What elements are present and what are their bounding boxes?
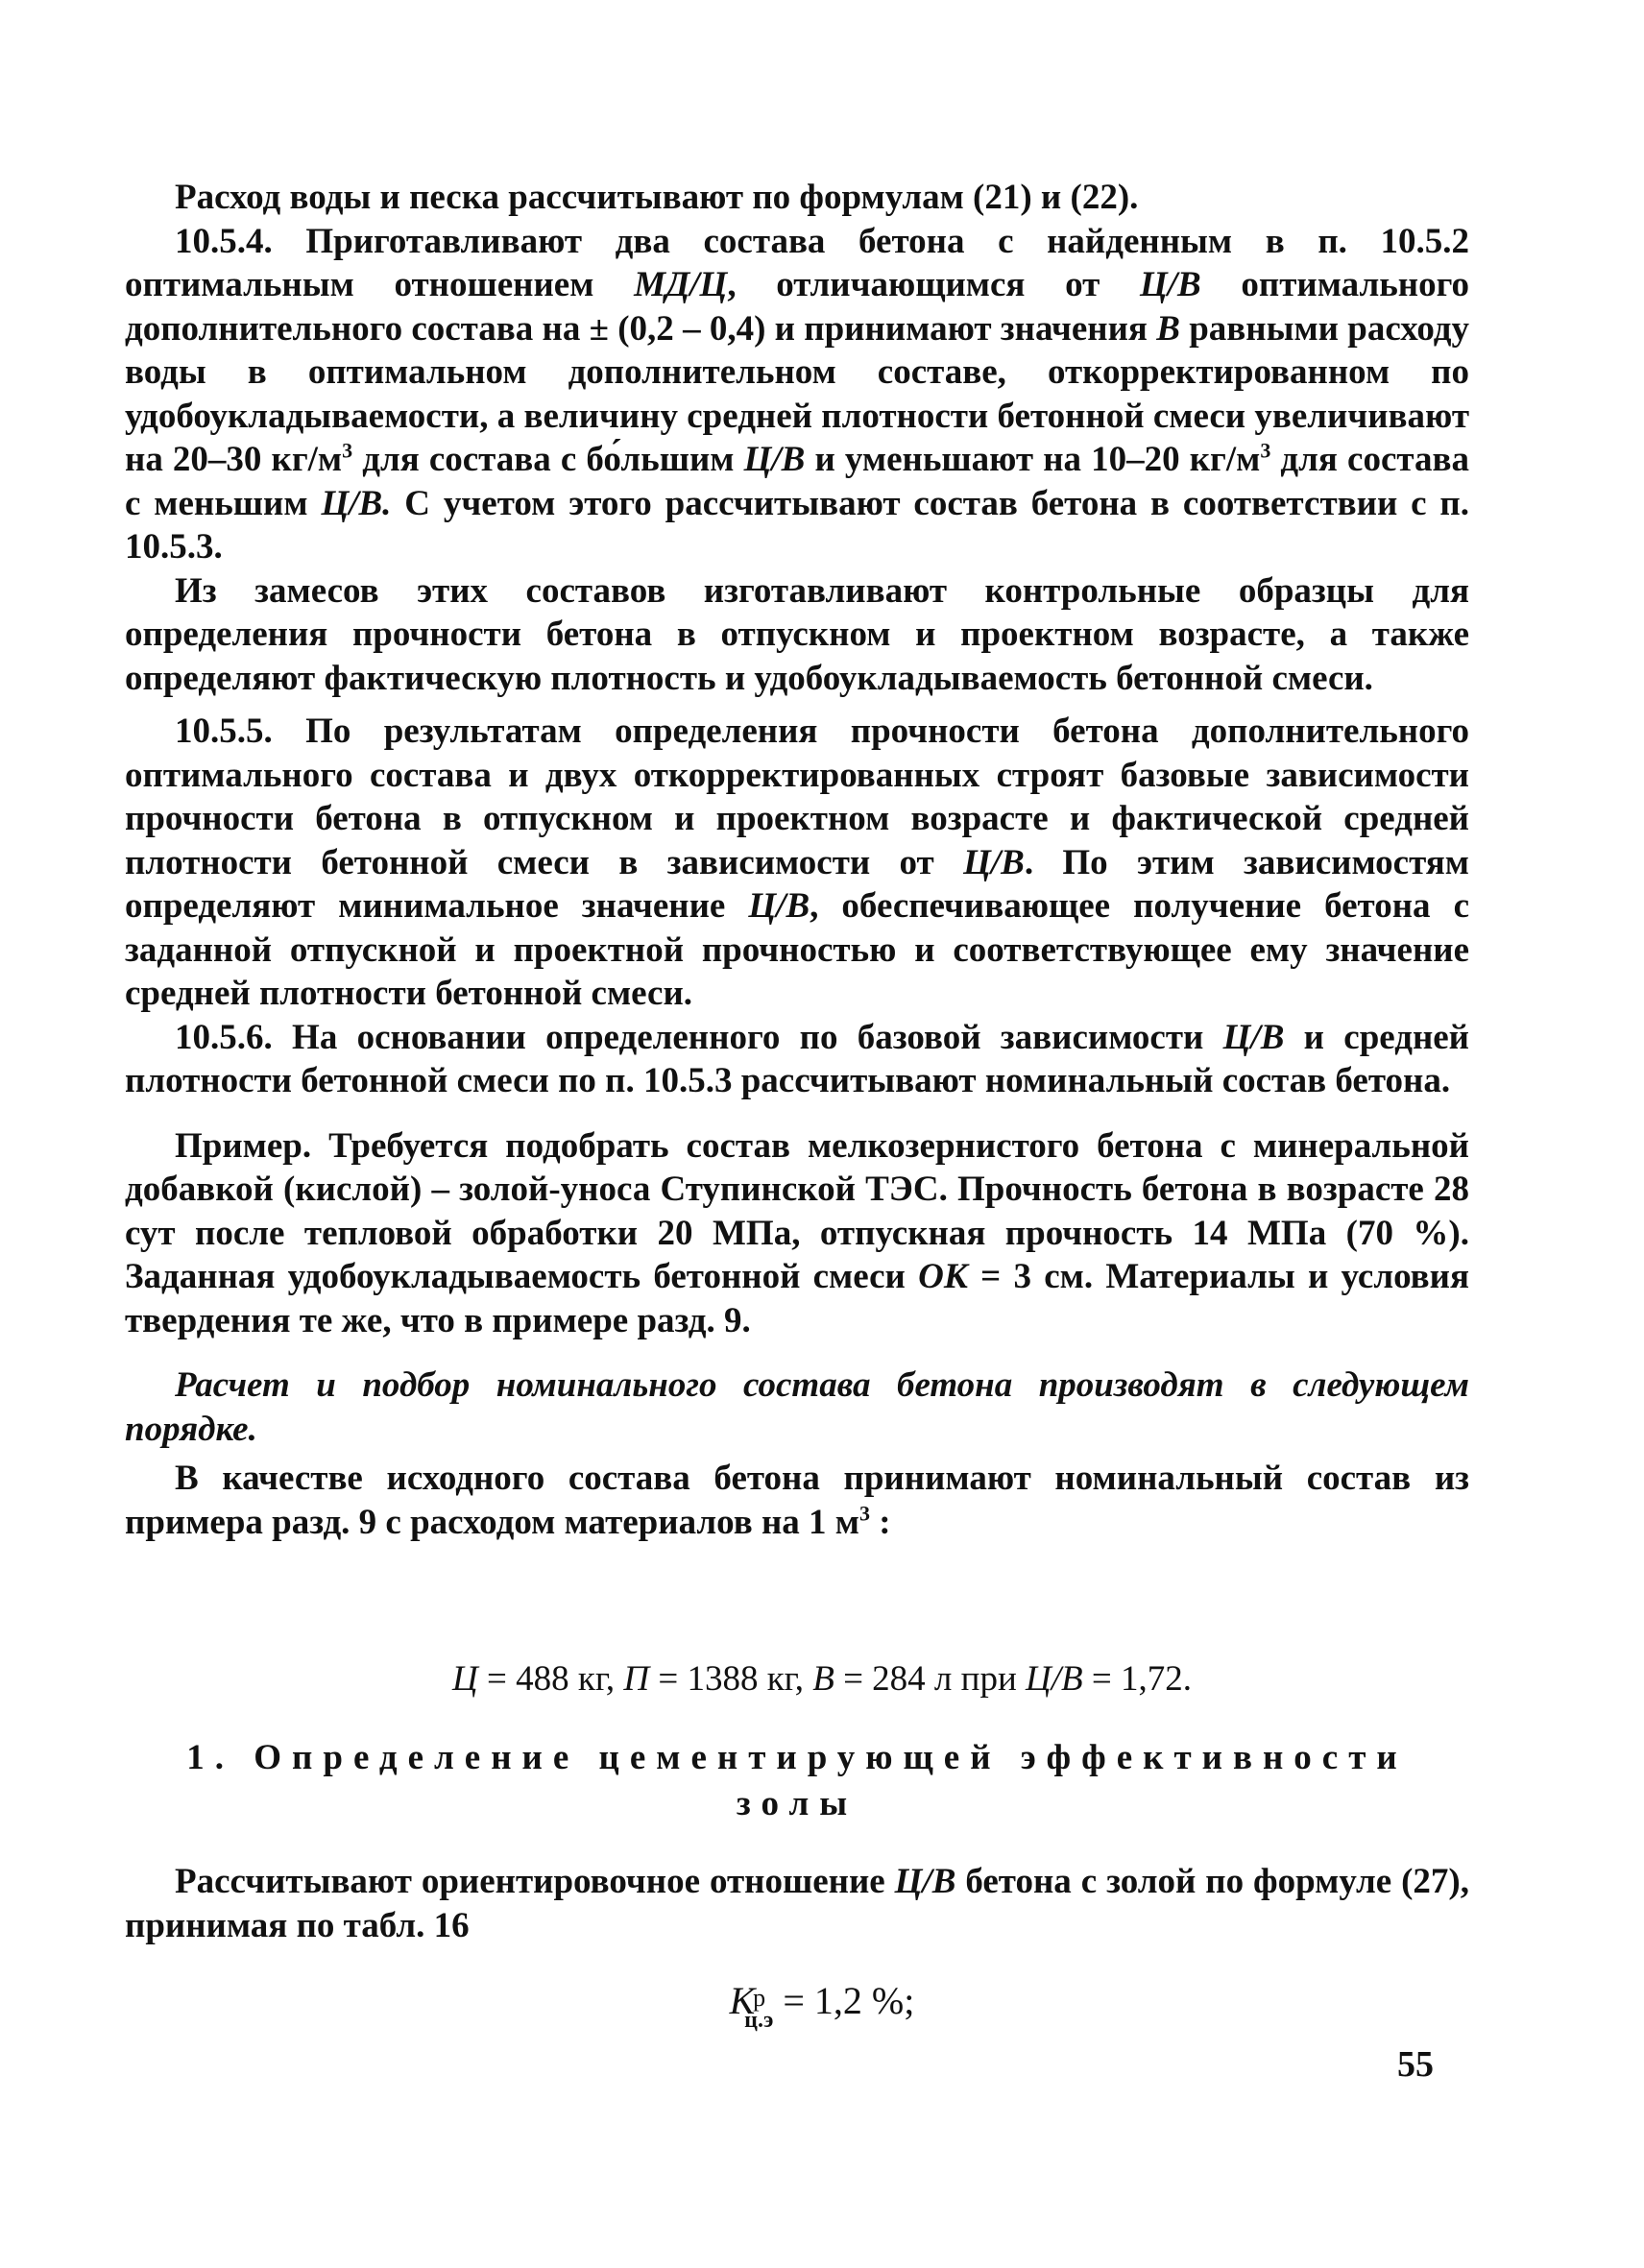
formula-cementing-coefficient: $К^р_{ц.э} = 1,2$ %; [729, 1979, 915, 2033]
paragraph-water-sand: Расход воды и песка рассчитывают по формулам (21) и (22). [175, 178, 1139, 217]
section-heading: 1. Определение цементирующей эффективности золы [186, 1738, 1408, 1823]
formula-composition: Ц = 488 кг, П = 1388 кг, В = 284 л при Ц/В = 1,72. [452, 1659, 1192, 1699]
example-label: Пример [175, 1125, 302, 1166]
page-number: 55 [1397, 2044, 1434, 2085]
paragraph-procedure: Расчет и подбор номинального состава бетона производят в следующем порядке. [125, 1365, 1469, 1449]
paragraph-example: Пример. Требуется подобрать состав мелкозернистого бетона с минеральной добавкой (кислой) – золой-уноса Ступинской ТЭС. Прочность бетона в возрасте 28 сут после тепловой обработки 20 МПа, отпускная прочность 14 МПа (70 %). Заданная удобоукладываемость бетонной смеси ОК = 3 см. Материалы и условия твердения те же, что в примере разд. 9. [125, 1125, 1469, 1340]
paragraph-initial-composition: В качестве исходного состава бетона принимают номинальный состав из примера разд. 9 с расходом материалов на 1 $м^3$ : [125, 1459, 1469, 1542]
body-text-upper [125, 176, 1469, 1544]
paragraph-10-5-4: 10.5.4. Приготавливают два состава бетона с найденным в п. 10.5.2 оптимальным отношением МД/Ц, отличающимся от Ц/В оптимального дополнительного состава на ± (0,2 – 0,4) и принимают значения В равными расходу воды в оптимальном дополнительном составе, откорректированном по удобоукладываемости, а величину средней плотности бетонной смеси увеличивают на 20–30 $кг/м^3$ для состава с бо́льшим Ц/В и уменьшают на 10–20 $кг/м^3$ для состава с меньшим Ц/В. С учетом этого рассчитывают состав бетона в соответствии с п. 10.5.3. [125, 221, 1470, 567]
body-text-lower [125, 1860, 1469, 1947]
paragraph-samples: Из замесов этих составов изготавливают контрольные образцы для определения прочности бетона в отпускном и проектном возрасте, а также определяют фактическую плотность и удобоукладываемость бетонной смеси. [125, 570, 1469, 698]
paragraph-10-5-6: 10.5.6. На основании определенного по базовой зависимости Ц/В и средней плотности бетонной смеси по п. 10.5.3 рассчитывают номинальный состав бетона. [125, 1017, 1470, 1100]
paragraph-ratio: Рассчитывают ориентировочное отношение Ц/В бетона с золой по формуле (27), принимая по табл. 16 [125, 1862, 1469, 1945]
paragraph-10-5-5: 10.5.5. По результатам определения прочности бетона дополнительного оптимального состава и двух откорректированных строят базовые зависимости прочности бетона в отпускном и проектном возрасте и фактической средней плотности бетонной смеси в зависимости от Ц/В. По этим зависимостям определяют минимальное значение Ц/В, обеспечивающее получение бетона с заданной отпускной и проектной прочностью и соответствующее ему значение средней плотности бетонной смеси. [125, 712, 1470, 1013]
